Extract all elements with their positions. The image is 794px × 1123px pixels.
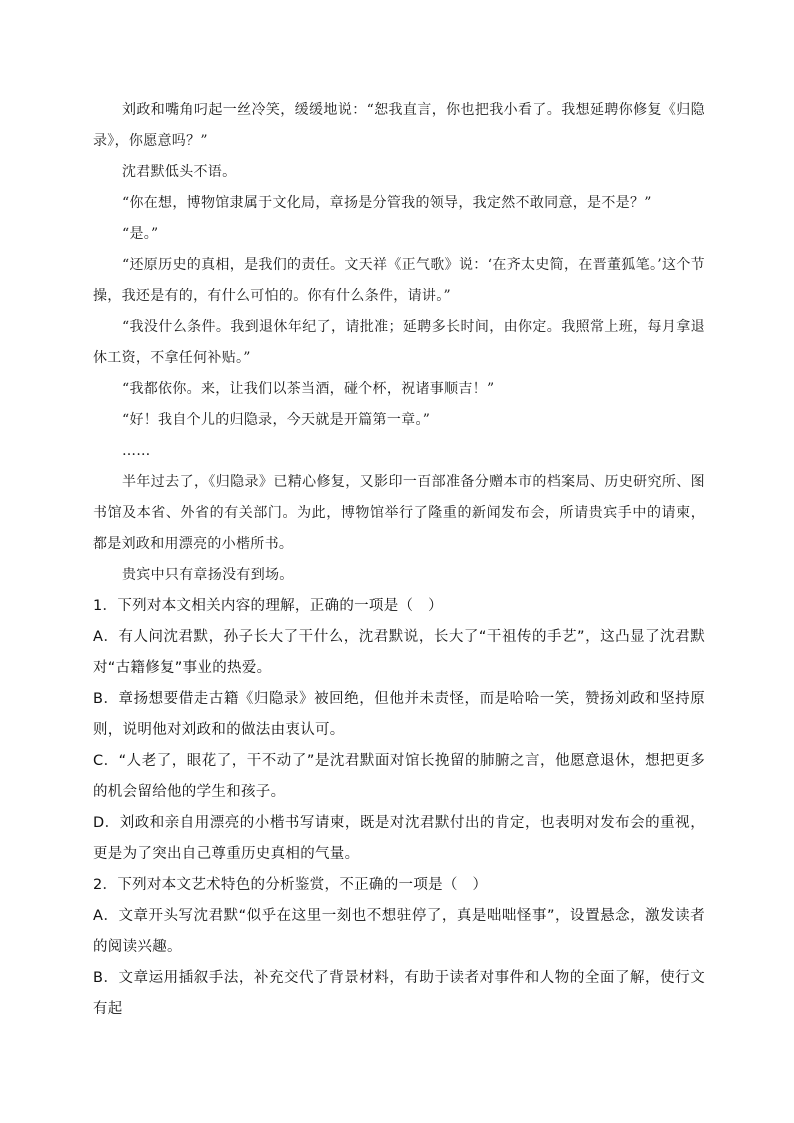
question-2 [93,870,705,1025]
story-paragraph: “好！我自个儿的归隐录，今天就是开篇第一章。” [122,412,431,428]
question-option-a: A．有人问沈君默，孙子长大了干什么，沈君默说，长大了“干祖传的手艺”，这凸显了沈君默对“古籍修复”事业的热爱。 [93,629,705,676]
story-paragraph: 半年过去了，《归隐录》已精心修复，又影印一百部准备分赠本市的档案局、历史研究所、图书馆及本省、外省的有关部门。为此，博物馆举行了隆重的新闻发布会，所请贵宾手中的请柬，都是刘政和用漂亮的小楷所书。 [93,474,705,552]
story-paragraph: “我没什么条件。我到退休年纪了，请批准；延聘多长时间，由你定。我照常上班，每月拿退休工资，不拿任何补贴。” [93,319,705,366]
story-paragraph: “我都依你。来，让我们以茶当酒，碰个杯，祝诸事顺吉！” [122,381,495,397]
page-content [93,95,705,1025]
question-option-c: C．“人老了，眼花了，干不动了”是沈君默面对馆长挽留的肺腑之言，他愿意退休，想把更多的机会留给他的学生和孩子。 [93,753,705,800]
story-paragraph: “你在想，博物馆隶属于文化局，章扬是分管我的领导，我定然不敢同意，是不是？” [122,195,652,211]
question-stem: 1．下列对本文相关内容的理解，正确的一项是（ ） [93,598,443,614]
story-paragraph: 刘政和嘴角叼起一丝冷笑，缓缓地说：“恕我直言，你也把我小看了。我想延聘你修复《归隐录》，你愿意吗？” [93,102,705,149]
question-option-b: B．章扬想要借走古籍《归隐录》被回绝，但他并未责怪，而是哈哈一笑，赞扬刘政和坚持原则，说明他对刘政和的做法由衷认可。 [93,691,705,738]
question-stem: 2．下列对本文艺术特色的分析鉴赏，不正确的一项是（ ） [93,877,488,893]
story-paragraph: “还原历史的真相，是我们的责任。文天祥《正气歌》说：‘在齐太史简，在晋董狐笔。’这个节操，我还是有的，有什么可怕的。你有什么条件，请讲。” [93,257,705,304]
story-paragraph: “是。” [122,226,159,242]
story-ellipsis: …… [122,443,151,459]
story-section [93,95,705,591]
story-paragraph: 沈君默低头不语。 [122,164,237,180]
question-option-a: A．文章开头写沈君默“似乎在这里一刻也不想驻停了，真是咄咄怪事”，设置悬念，激发读者的阅读兴趣。 [93,908,705,955]
question-1 [93,591,705,870]
question-option-d: D．刘政和亲自用漂亮的小楷书写请柬，既是对沈君默付出的肯定，也表明对发布会的重视，更是为了突出自己尊重历史真相的气量。 [93,815,705,862]
question-option-b: B．文章运用插叙手法，补充交代了背景材料，有助于读者对事件和人物的全面了解，使行文有起 [93,970,705,1017]
story-paragraph: 贵宾中只有章扬没有到场。 [122,567,294,583]
